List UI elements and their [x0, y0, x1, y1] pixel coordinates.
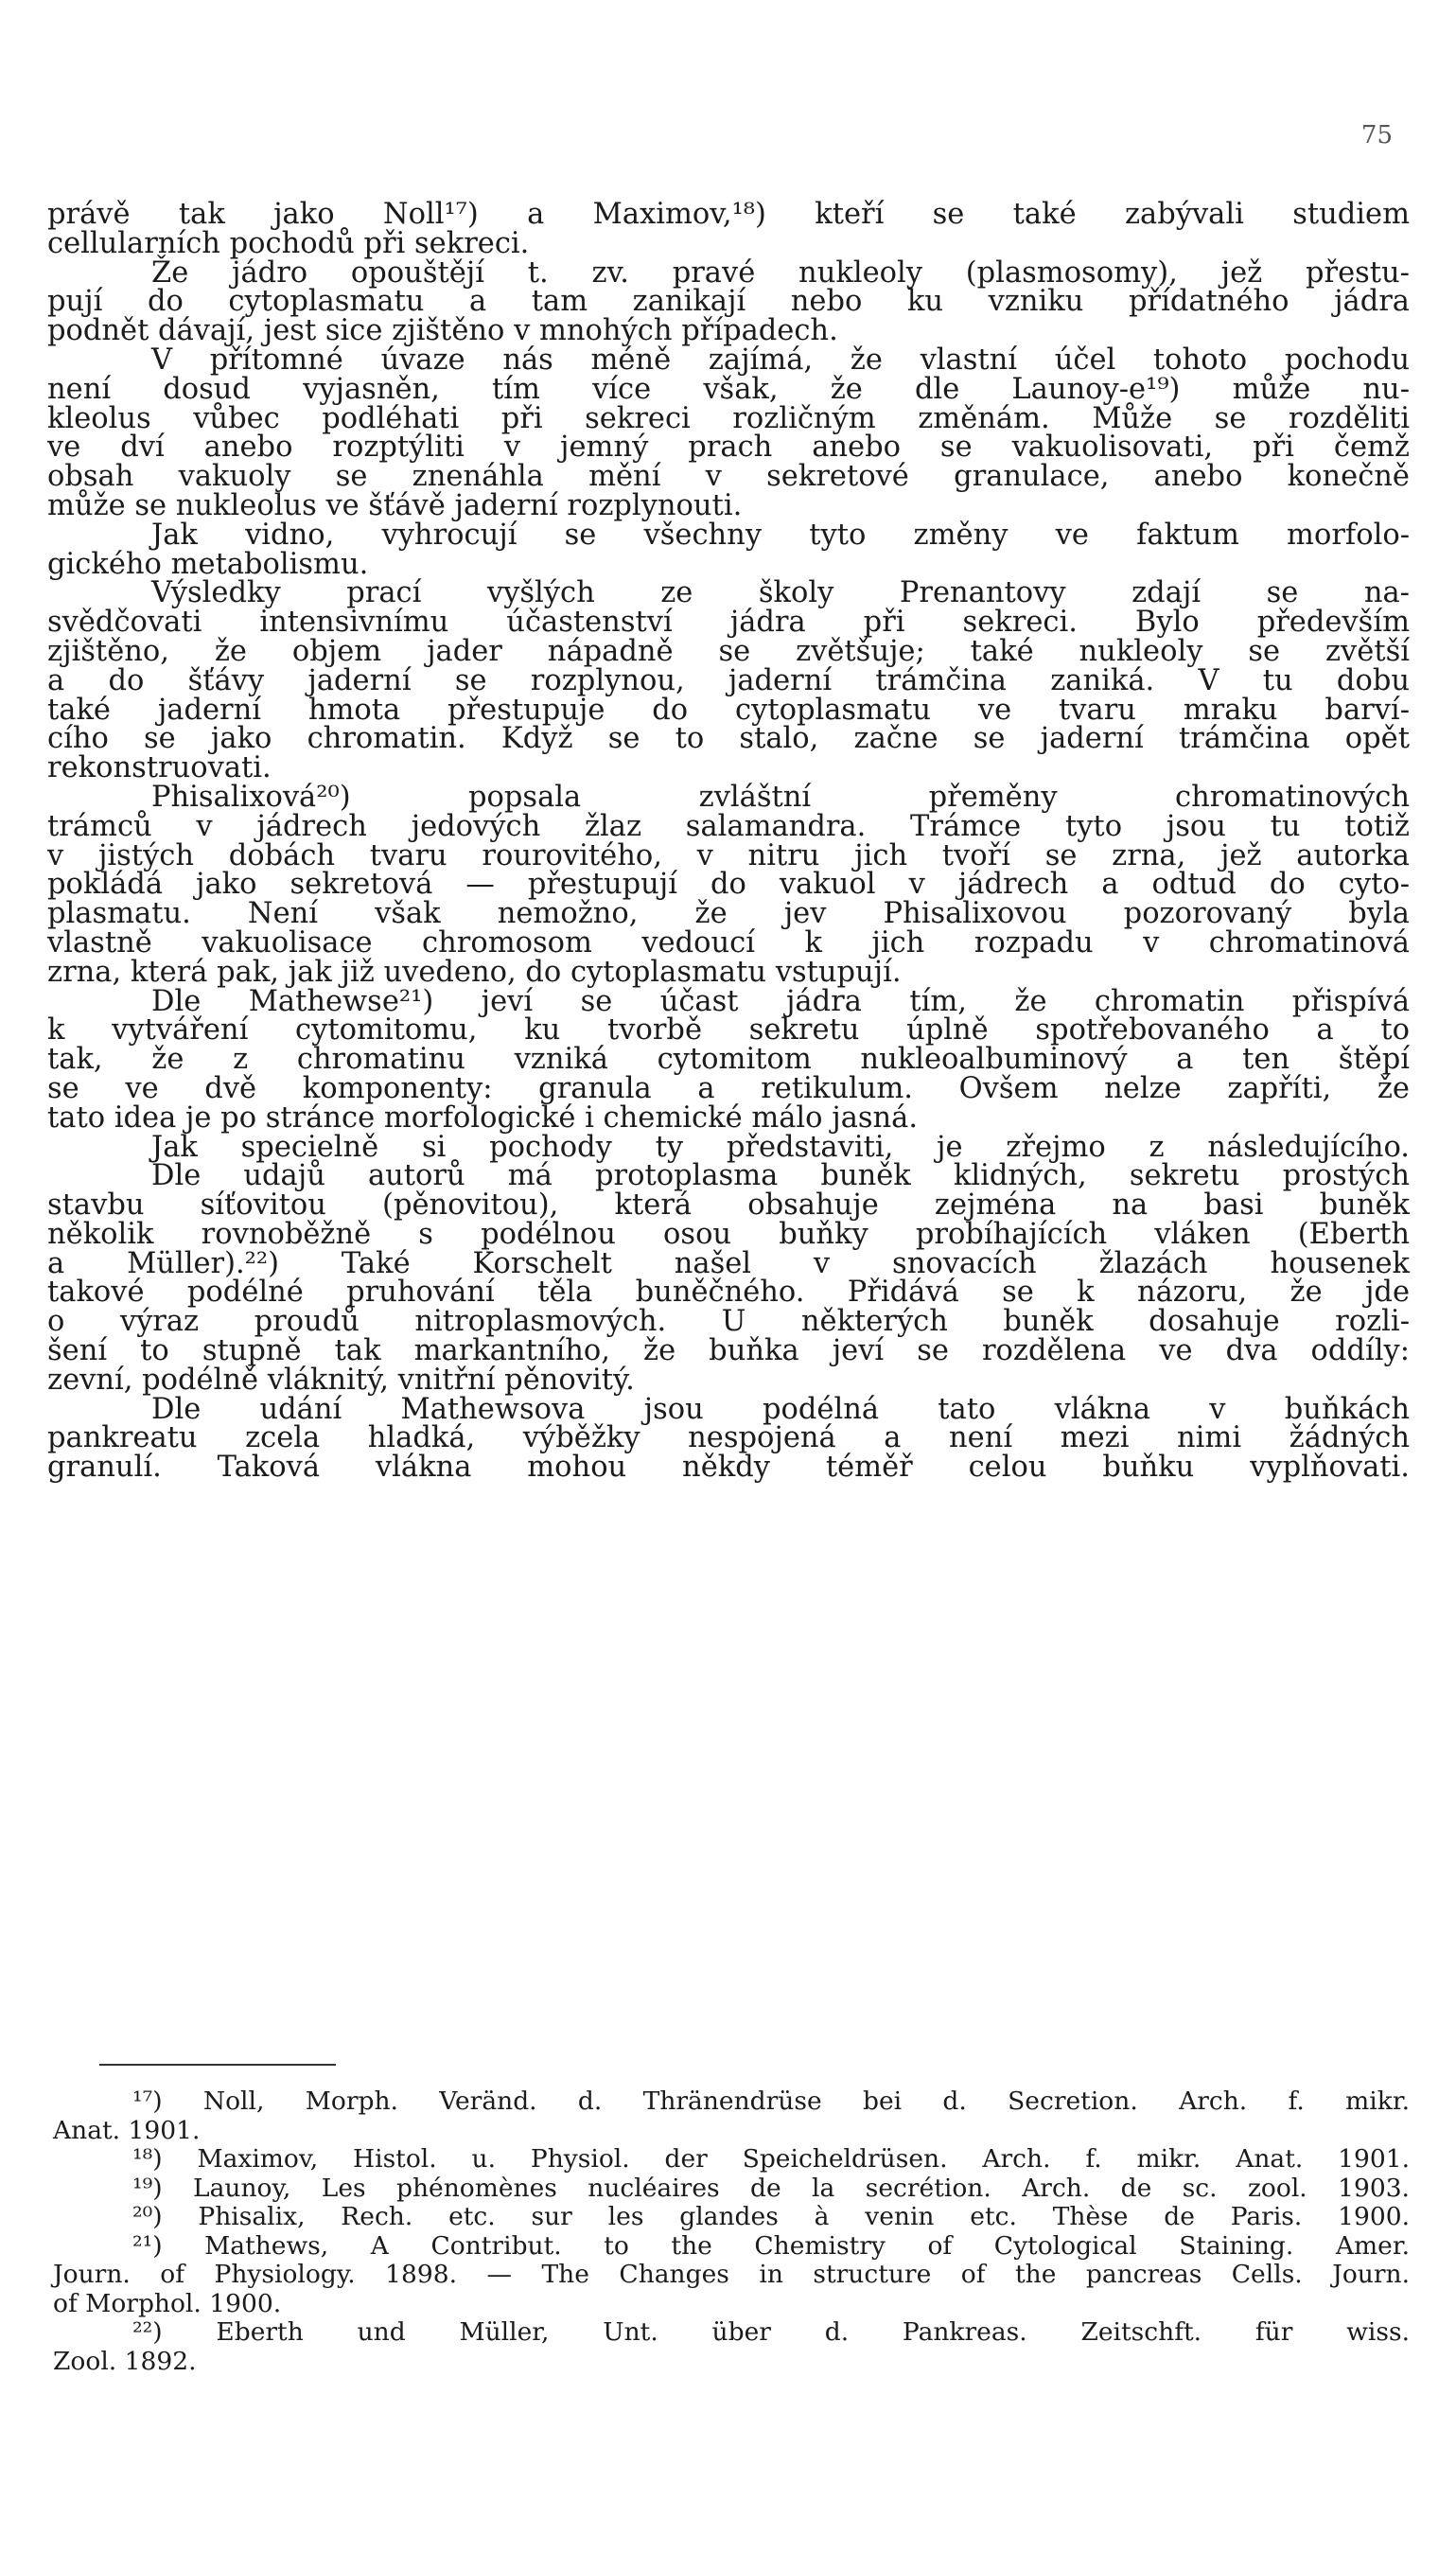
footnote-line: of Morphol. 1900. — [53, 2288, 282, 2318]
footnote-line: ¹⁷) Noll, Morph. Veränd. d. Thränendrüse bei d. Secretion. Arch. f. mikr. — [132, 2086, 1410, 2116]
footnote-line: ²¹) Mathews, A Contribut. to the Chemistry of Cytological Staining. Amer. — [132, 2230, 1410, 2261]
text-line: svědčovati intensivnímu účastenství jádra při sekreci. Bylo především — [47, 606, 1410, 640]
text-line: podnět dávají, jest sice zjištěno v mnohých případech. — [47, 314, 838, 348]
text-line: cího se jako chromatin. Když se to stalo, začne se jaderní trámčina opět — [47, 722, 1410, 756]
text-line: Phisalixová²⁰) popsala zvláštní přeměny chromatinových — [151, 780, 1410, 814]
text-line: Dle Mathewse²¹) jeví se účast jádra tím, že chromatin přispívá — [151, 984, 1410, 1018]
text-line: také jaderní hmota přestupuje do cytoplasmatu ve tvaru mraku barví- — [47, 693, 1410, 727]
text-line: šení to stupně tak markantního, že buňka jeví se rozdělena ve dva oddíly: — [47, 1334, 1410, 1368]
footnote-line: ²²) Eberth und Müller, Unt. über d. Pankreas. Zeitschft. für wiss. — [132, 2317, 1410, 2347]
text-line: granulí. Taková vlákna mohou někdy téměř celou buňku vyplňovati. — [47, 1451, 1410, 1485]
text-line: Jak specielně si pochody ty představiti, je zřejmo z následujícího. — [151, 1130, 1410, 1164]
text-line: pankreatu zcela hladká, výběžky nespojená a není mezi nimi žádných — [47, 1421, 1410, 1455]
footnote-line: Zool. 1892. — [53, 2346, 197, 2376]
text-line: může se nukleolus ve šťávě jaderní rozplynouti. — [47, 488, 743, 522]
text-line: o výraz proudů nitroplasmových. U některých buněk dosahuje rozli- — [47, 1305, 1410, 1339]
text-line: kleolus vůbec podléhati při sekreci rozličným změnám. Může se rozděliti — [47, 401, 1410, 435]
text-line: k vytváření cytomitomu, ku tvorbě sekretu úplně spotřebovaného a to — [47, 1013, 1410, 1048]
text-line: pují do cytoplasmatu a tam zanikají nebo ku vzniku přídatného jádra — [47, 285, 1410, 319]
text-line: několik rovnoběžně s podélnou osou buňky probíhajících vláken (Eberth — [47, 1217, 1410, 1251]
text-line: Výsledky prací vyšlých ze školy Prenantovy zdají se na- — [151, 576, 1410, 610]
text-line: trámců v jádrech jedových žlaz salamandra. Trámce tyto jsou tu totiž — [47, 809, 1410, 843]
text-line: Dle udajů autorů má protoplasma buněk klidných, sekretu prostých — [151, 1159, 1410, 1193]
footnote-line: ¹⁸) Maximov, Histol. u. Physiol. der Speicheldrüsen. Arch. f. mikr. Anat. 1901. — [132, 2144, 1410, 2174]
footnote-line: ²⁰) Phisalix, Rech. etc. sur les glandes à venin etc. Thèse de Paris. 1900. — [132, 2202, 1410, 2231]
text-line: v jistých dobách tvaru rourovitého, v nitru jich tvoří se zrna, jež autorka — [47, 838, 1410, 872]
text-line: zrna, která pak, jak již uvedeno, do cytoplasmatu vstupují. — [47, 955, 902, 989]
text-line: není dosud vyjasněn, tím více však, že dle Launoy-e¹⁹) může nu- — [47, 372, 1410, 406]
text-line: ve dví anebo rozptýliti v jemný prach anebo se vakuolisovati, při čemž — [47, 431, 1410, 465]
text-line: V přítomné úvaze nás méně zajímá, že vlastní účel tohoto pochodu — [151, 343, 1410, 377]
text-line: stavbu síťovitou (pěnovitou), která obsahuje zejména na basi buněk — [47, 1188, 1410, 1223]
text-line: takové podélné pruhování těla buněčného. Přidává se k názoru, že jde — [47, 1276, 1410, 1310]
text-line: právě tak jako Noll¹⁷) a Maximov,¹⁸) kteří se také zabývali studiem — [47, 198, 1410, 231]
text-line: se ve dvě komponenty: granula a retikulum. Ovšem nelze zapříti, že — [47, 1071, 1410, 1105]
body-text — [47, 198, 1410, 1485]
footnote-line: Journ. of Physiology. 1898. — The Changes in structure of the pancreas Cells. Journ. — [53, 2260, 1410, 2289]
text-line: a Müller).²²) Také Korschelt našel v snovacích žlazách housenek — [47, 1246, 1410, 1280]
text-line: Dle udání Mathewsova jsou podélná tato vlákna v buňkách — [151, 1392, 1410, 1426]
footnotes — [53, 2087, 1410, 2376]
text-line: rekonstruovati. — [47, 751, 272, 785]
text-line: obsah vakuoly se znenáhla mění v sekretové granulace, anebo konečně — [47, 460, 1410, 494]
text-line: pokládá jako sekretová — přestupují do vakuol v jádrech a odtud do cyto- — [47, 868, 1410, 902]
footnote-divider — [99, 2064, 336, 2066]
text-line: gického metabolismu. — [47, 547, 369, 581]
text-line: vlastně vakuolisace chromosom vedoucí k jich rozpadu v chromatinová — [47, 925, 1410, 960]
text-line: tak, že z chromatinu vzniká cytomitom nukleoalbuminový a ten štěpí — [47, 1043, 1410, 1077]
text-line: zevní, podélně vláknitý, vnitřní pěnovitý. — [47, 1363, 635, 1397]
text-line: zjištěno, že objem jader nápadně se zvětšuje; také nukleoly se zvětší — [47, 634, 1410, 668]
text-line: tato idea je po stránce morfologické i chemické málo jasná. — [47, 1100, 919, 1135]
text-line: Jak vidno, vyhrocují se všechny tyto změny ve faktum morfolo- — [151, 518, 1410, 552]
text-line: a do šťávy jaderní se rozplynou, jaderní trámčina zaniká. V tu dobu — [47, 663, 1410, 697]
footnote-line: ¹⁹) Launoy, Les phénomènes nucléaires de la secrétion. Arch. de sc. zool. 1903. — [132, 2173, 1410, 2203]
text-line: plasmatu. Není však nemožno, že jev Phisalixovou pozorovaný byla — [47, 897, 1410, 931]
footnote-line: Anat. 1901. — [53, 2115, 201, 2145]
page-number: 75 — [1360, 121, 1393, 150]
text-line: cellularních pochodů při sekreci. — [47, 226, 530, 260]
text-line: Že jádro opouštějí t. zv. pravé nukleoly (plasmosomy), jež přestu- — [151, 255, 1410, 290]
